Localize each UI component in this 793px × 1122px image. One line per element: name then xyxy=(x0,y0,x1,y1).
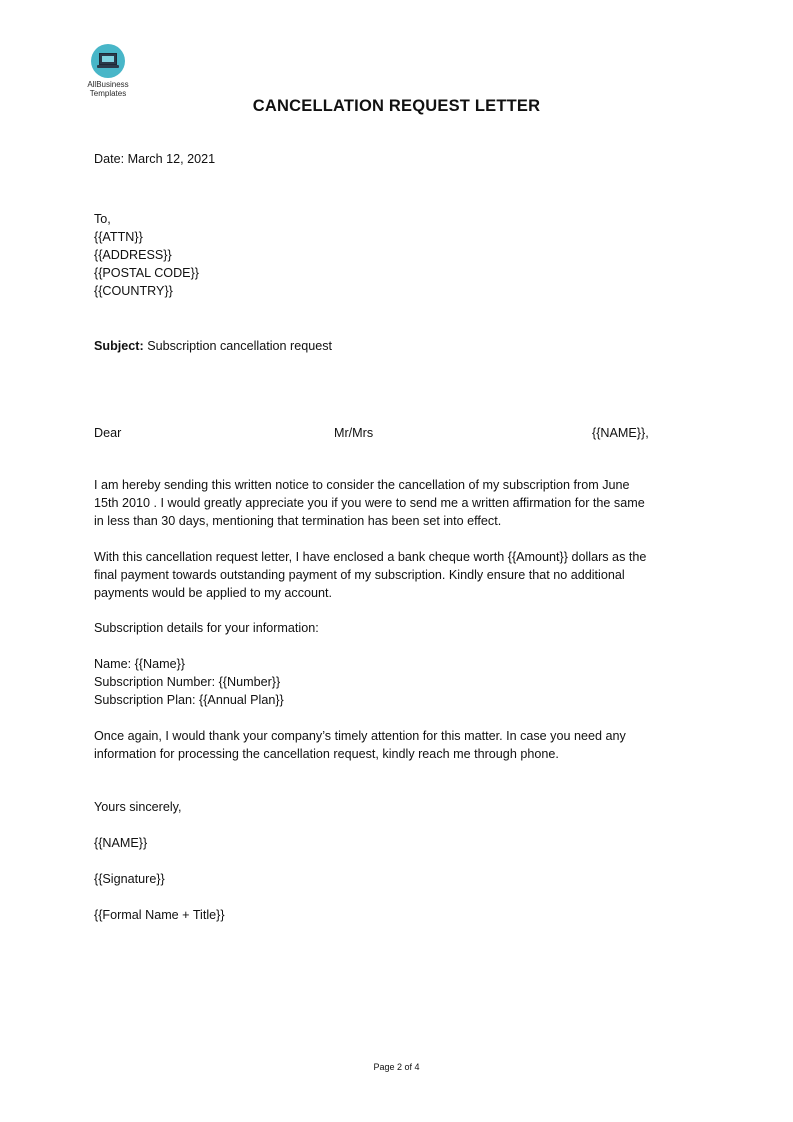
salutation-dear: Dear xyxy=(94,426,122,440)
letter-date: Date: March 12, 2021 xyxy=(94,152,216,166)
salutation-title: Mr/Mrs xyxy=(334,426,374,440)
paragraph-thanks xyxy=(94,727,694,763)
document-title: CANCELLATION REQUEST LETTER xyxy=(252,97,541,115)
closing: Yours sincerely, xyxy=(94,800,182,814)
sender-signature: {{Signature}} xyxy=(94,872,165,886)
logo-line-1: AllBusiness xyxy=(87,80,129,89)
subject-line xyxy=(94,337,332,355)
subject-text: Subscription cancellation request xyxy=(147,339,333,353)
paragraph-payment xyxy=(94,548,694,602)
detail-name: Name: {{Name}} xyxy=(94,657,186,671)
recipient-to: To, xyxy=(94,212,111,226)
paragraph-line: Once again, I would thank your company’s timely attention for this matter. In case you need any xyxy=(94,729,626,743)
recipient-country: {{COUNTRY}} xyxy=(94,284,173,298)
recipient-address: {{ADDRESS}} xyxy=(94,248,172,262)
paragraph-line: With this cancellation request letter, I have enclosed a bank cheque worth {{Amount}} dollars as the xyxy=(94,550,647,564)
detail-subscription-plan: Subscription Plan: {{Annual Plan}} xyxy=(94,693,284,707)
recipient-postal-code: {{POSTAL CODE}} xyxy=(94,266,199,280)
sender-name: {{NAME}} xyxy=(94,836,148,850)
laptop-icon xyxy=(91,44,125,78)
paragraph-notice xyxy=(94,476,694,530)
paragraph-line: I am hereby sending this written notice to consider the cancellation of my subscription from June xyxy=(94,478,630,492)
page-number: Page 2 of 4 xyxy=(373,1062,420,1072)
paragraph-line: in less than 30 days, mentioning that termination has been set into effect. xyxy=(94,514,502,528)
paragraph-line: information for processing the cancellation request, kindly reach me through phone. xyxy=(94,747,559,761)
paragraph-line: 15th 2010 . I would greatly appreciate you if you were to send me a written affirmation for the same xyxy=(94,496,645,510)
logo-line-2: Templates xyxy=(89,89,127,98)
details-intro: Subscription details for your information: xyxy=(94,621,319,635)
paragraph-line: final payment towards outstanding payment of my subscription. Kindly ensure that no additional xyxy=(94,568,625,582)
sender-formal-name: {{Formal Name + Title}} xyxy=(94,908,225,922)
detail-subscription-number: Subscription Number: {{Number}} xyxy=(94,675,281,689)
company-logo xyxy=(82,44,134,98)
salutation-name: {{NAME}}, xyxy=(592,426,649,440)
recipient-attn: {{ATTN}} xyxy=(94,230,143,244)
logo-text xyxy=(76,80,140,98)
subject-label: Subject: xyxy=(94,339,144,353)
paragraph-line: payments would be applied to my account. xyxy=(94,586,333,600)
